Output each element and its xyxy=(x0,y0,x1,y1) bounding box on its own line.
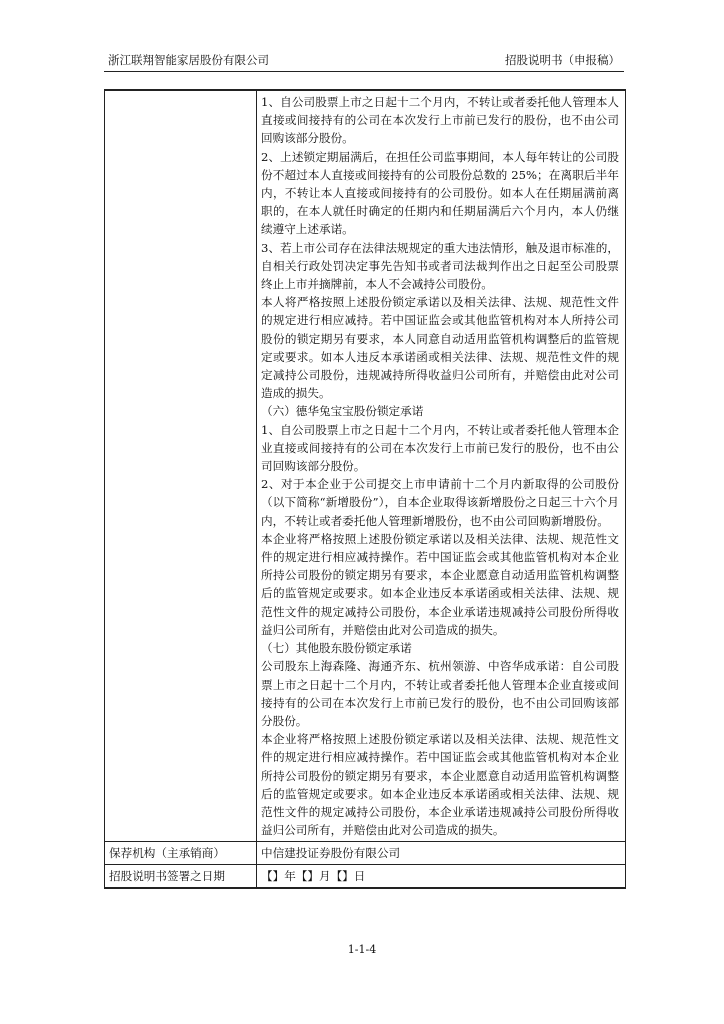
commitment-paragraph: 2、对于本企业于公司提交上市申请前十二个月内新取得的公司股份（以下简称“新增股份”），自本企业取得该新增股份之日起三十六个月内，不转让或者委托他人管理新增股份，也不由公司回购新增股份。 xyxy=(261,477,619,528)
commitments-body xyxy=(257,91,625,841)
commitment-paragraph: 公司股东上海森隆、海通齐东、杭州领游、中咨华成承诺：自公司股票上市之日起十二个月内，不转让或者委托他人管理本企业直接或间接持有的公司在本次发行上市前已发行的股份，也不由公司回购该部分股份。 xyxy=(261,659,619,728)
commitment-paragraph: 3、若上市公司存在法律法规规定的重大违法情形，触及退市标准的，自相关行政处罚决定事先告知书或者司法裁判作出之日起至公司股票终止上市并摘牌前，本人不会减持公司股份。 xyxy=(261,240,619,292)
commitments-label-cell xyxy=(105,91,257,841)
commitment-heading: （六）德华兔宝宝股份锁定承诺 xyxy=(261,404,424,419)
commitment-paragraph: 本企业将严格按照上述股份锁定承诺以及相关法律、法规、规范性文件的规定进行相应减持操作。若中国证监会或其他监管机构对本企业所持公司股份的锁定期另有要求，本企业愿意自动适用监管机构调整后的监管规定或要求。如本企业违反本承诺函或相关法律、法规、规范性文件的规定减持公司股份，本企业承诺违规减持公司股份所得收益归公司所有，并赔偿由此对公司造成的损失。 xyxy=(261,531,619,637)
commitment-paragraph: 1、自公司股票上市之日起十二个月内，不转让或者委托他人管理本人直接或间接持有的公司在本次发行上市前已发行的股份，也不由公司回购该部分股份。 xyxy=(261,95,619,146)
page-number: 1-1-4 xyxy=(347,943,377,956)
commitment-heading: （七）其他股东股份锁定承诺 xyxy=(261,641,412,656)
sponsor-value: 中信建投证券股份有限公司 xyxy=(261,846,401,861)
info-table xyxy=(104,89,626,889)
commitment-paragraph: 2、上述锁定期届满后，在担任公司监事期间，本人每年转让的公司股份不超过本人直接或间接持有的公司股份总数的 25%；在离职后半年内，不转让本人直接或间接持有的公司股份。如本人在任期届满前离职的，在本人就任时确定的任期内和任期届满后六个月内，本人仍继续遵守上述承诺。 xyxy=(261,149,619,237)
signing-date-label: 招股说明书签署之日期 xyxy=(105,865,257,887)
sponsor-row xyxy=(105,841,625,864)
sponsor-label: 保荐机构（主承销商） xyxy=(105,842,257,864)
commitment-paragraph: 本企业将严格按照上述股份锁定承诺以及相关法律、法规、规范性文件的规定进行相应减持操作。若中国证监会或其他监管机构对本企业所持公司股份的锁定期另有要求，本企业愿意自动适用监管机构调整后的监管规定或要求。如本企业违反本承诺函或相关法律、法规、规范性文件的规定减持公司股份，本企业承诺违规减持公司股份所得收益归公司所有，并赔偿由此对公司造成的损失。 xyxy=(261,732,619,838)
commitment-paragraph: 1、自公司股票上市之日起十二个月内，不转让或者委托他人管理本企业直接或间接持有的公司在本次发行上市前已发行的股份，也不由公司回购该部分股份。 xyxy=(261,422,619,474)
commitment-paragraph: 本人将严格按照上述股份锁定承诺以及相关法律、法规、规范性文件的规定进行相应减持。若中国证监会或其他监管机构对本人所持公司股份的锁定期另有要求，本人同意自动适用监管机构调整后的监管规定或要求。如本人违反本承诺函或相关法律、法规、规范性文件的规定减持公司股份，违规减持所得收益归公司所有，并赔偿由此对公司造成的损失。 xyxy=(261,295,619,401)
commitments-row xyxy=(105,91,625,841)
document-type: 招股说明书（申报稿） xyxy=(505,53,620,67)
signing-date-row xyxy=(105,864,625,887)
page-header xyxy=(104,50,624,70)
header-divider xyxy=(104,71,624,72)
signing-date-value: 【】年【】月【】日 xyxy=(261,869,366,884)
company-name: 浙江联翔智能家居股份有限公司 xyxy=(108,53,269,67)
